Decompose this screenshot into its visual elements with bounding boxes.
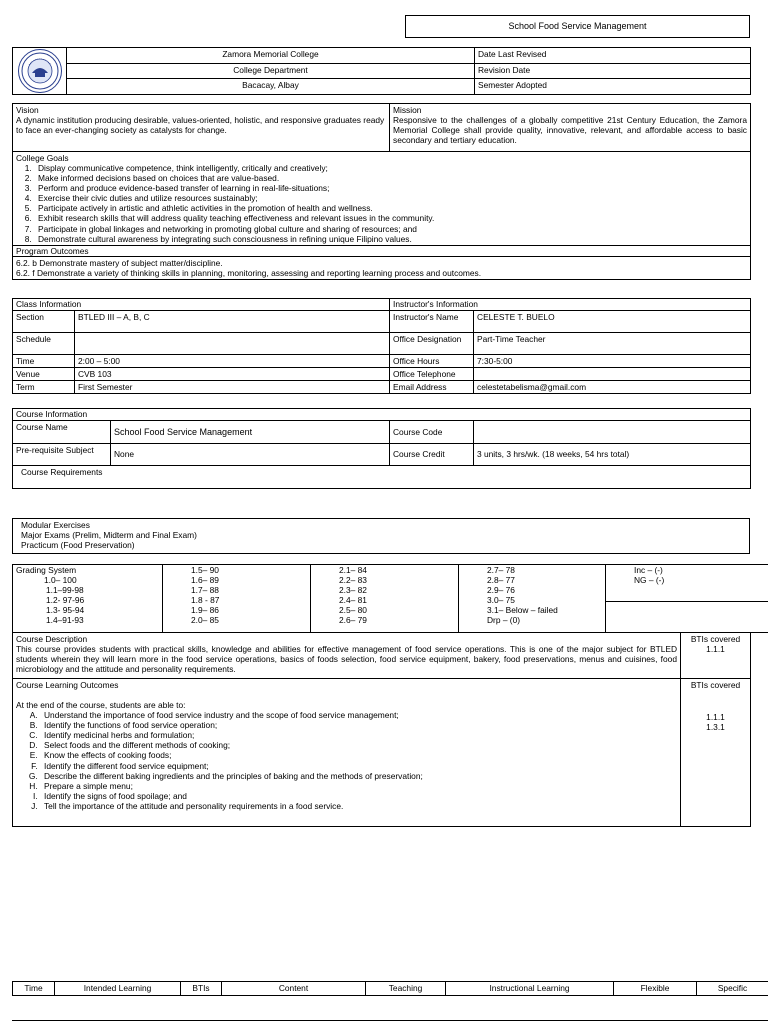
- prerequisite-value: None: [111, 444, 390, 466]
- email-label: Email Address: [390, 381, 474, 394]
- office-hours-value: 7:30-5:00: [474, 355, 751, 368]
- list-item: 1.6– 89: [191, 575, 219, 586]
- grading-divider: [606, 601, 768, 602]
- course-name-label: Course Name: [13, 421, 111, 444]
- section-value: BTLED III – A, B, C: [75, 311, 390, 333]
- list-item: 3. Perform and produce evidence-based transfer of learning in real-life-situations;: [34, 183, 747, 193]
- office-hours-label: Office Hours: [390, 355, 474, 368]
- list-item: J. Tell the importance of the attitude and personality requirements in a food service.: [40, 801, 677, 811]
- course-description-text: This course provides students with practical skills, knowledge and abilities for effective management of food service operations. This is one of the major subject for BTLED students wherein they will learn more in the food service operations, basics of foods selection, food service equipment, bakery, food preservations, menus and cuisines, food microbiology and the attitude and personality requirements.: [16, 644, 677, 675]
- list-item: 5. Participate actively in artistic and athletic activities in the promotion of health and wellness.: [34, 203, 747, 213]
- vision-cell: [13, 104, 390, 152]
- vision-text: A dynamic institution producing desirable, values-oriented, holistic, and responsive graduates ready to face an ever-changing society as catalysts for change.: [16, 115, 385, 136]
- column-header-btis: BTIs: [181, 982, 222, 996]
- btis-value: 1.1.1: [706, 644, 725, 655]
- mission-text: Responsive to the challenges of a globally competitive 21st Century Education, the Zamora Memorial College shall provide quality, innovative, relevant, and affordable access to basic secondary and tertiary education.: [393, 115, 747, 146]
- list-item: 4. Exercise their civic duties and utilize resources sustainably;: [34, 193, 747, 203]
- list-item: Inc – (-): [634, 565, 663, 575]
- list-item: 1.5– 90: [191, 565, 219, 575]
- list-item: 1.8 - 87: [191, 595, 220, 606]
- list-item: 2.5– 80: [339, 605, 367, 616]
- list-item: 6.2. f Demonstrate a variety of thinking skills in planning, monitoring, assessing and reporting learning process and outcomes.: [16, 267, 482, 278]
- list-item: 1.9– 86: [191, 605, 219, 616]
- list-item: 1.1–99-98: [46, 585, 84, 596]
- list-item: A. Understand the importance of food service industry and the scope of food service management;: [40, 710, 677, 720]
- college-seal-icon: [18, 49, 62, 93]
- term-value: First Semester: [75, 381, 390, 394]
- grading-col-1: [13, 565, 163, 633]
- list-item: 2. Make informed decisions based on choices that are value-based.: [34, 173, 747, 183]
- class-instructor-table: [12, 298, 751, 394]
- section-label: Section: [13, 311, 75, 333]
- list-item: 2.6– 79: [339, 615, 367, 626]
- list-item: 2.4– 81: [339, 595, 367, 606]
- btis-value: 1.1.1: [706, 712, 725, 723]
- list-item: 2.3– 82: [339, 585, 367, 596]
- email-value: celestetabelisma@gmail.com: [474, 381, 751, 394]
- list-item: 1.0– 100: [44, 575, 77, 586]
- list-item: 1.3- 95-94: [46, 605, 85, 616]
- list-item: 3.1– Below – failed: [487, 605, 558, 616]
- college-name: Zamora Memorial College: [67, 48, 475, 64]
- column-header-flexible: Flexible: [614, 982, 697, 996]
- column-header-time: Time: [13, 982, 55, 996]
- grading-col-2: [163, 565, 311, 633]
- list-item: 2.0– 85: [191, 615, 219, 626]
- course-description-label: Course Description: [16, 634, 88, 644]
- list-item: 2.2– 83: [339, 575, 367, 586]
- vision-mission-table: [12, 103, 751, 280]
- course-info-label: Course Information: [13, 409, 751, 421]
- vision-label: Vision: [16, 105, 39, 115]
- learning-outcomes-cell: [13, 679, 681, 827]
- list-item: G. Describe the different baking ingredients and the principles of baking and the methods of preservation;: [40, 771, 677, 781]
- learning-outcomes-label: Course Learning Outcomes: [16, 680, 119, 690]
- learning-outcomes-intro: At the end of the course, students are able to:: [16, 700, 186, 711]
- column-header-instructional-learning: Instructional Learning: [446, 982, 614, 996]
- learning-outcomes-list: [40, 710, 677, 811]
- class-info-label: Class Information: [13, 299, 390, 311]
- course-credit-label: Course Credit: [390, 444, 474, 466]
- instructor-name-value: CELESTE T. BUELO: [474, 311, 751, 333]
- document-title-box: [405, 15, 750, 38]
- grading-col-3: [311, 565, 459, 633]
- office-telephone-value: [474, 368, 751, 381]
- list-item: NG – (-): [634, 575, 665, 586]
- list-item: 3.0– 75: [487, 595, 515, 606]
- semester-adopted-label: Semester Adopted: [475, 79, 751, 95]
- list-item: 2.1– 84: [339, 565, 367, 575]
- course-code-label: Course Code: [390, 421, 474, 444]
- date-last-revised-label: Date Last Revised: [475, 48, 751, 64]
- list-item: 1. Display communicative competence, think intelligently, critically and creatively;: [34, 163, 747, 173]
- course-description-table: [12, 632, 751, 827]
- term-label: Term: [13, 381, 75, 394]
- list-item: Practicum (Food Preservation): [21, 540, 135, 551]
- program-outcomes-cell: [13, 256, 751, 279]
- list-item: I. Identify the signs of food spoilage; and: [40, 791, 677, 801]
- instructor-info-label: Instructor's Information: [390, 299, 751, 311]
- list-item: Major Exams (Prelim, Midterm and Final Exam): [21, 530, 197, 541]
- revision-date-label: Revision Date: [475, 63, 751, 79]
- college-address: Bacacay, Albay: [67, 79, 475, 95]
- column-header-content: Content: [222, 982, 366, 996]
- list-item: B. Identify the functions of food service operation;: [40, 720, 677, 730]
- office-telephone-label: Office Telephone: [390, 368, 474, 381]
- course-description-cell: [13, 633, 681, 679]
- grading-col-4: [459, 565, 606, 633]
- course-credit-value: 3 units, 3 hrs/wk. (18 weeks, 54 hrs total): [474, 444, 751, 466]
- grading-system-table: [12, 564, 768, 633]
- list-item: Drp – (0): [487, 615, 521, 626]
- next-table-edge: [12, 1020, 768, 1024]
- grading-col-5: [606, 565, 768, 633]
- course-code-value: [474, 421, 751, 444]
- grading-system-label: Grading System: [16, 565, 77, 575]
- list-item: 1.7– 88: [191, 585, 219, 596]
- column-header-teaching: Teaching: [366, 982, 446, 996]
- list-item: H. Prepare a simple menu;: [40, 781, 677, 791]
- description-btis-cell: [681, 633, 751, 679]
- list-item: F. Identify the different food service equipment;: [40, 761, 677, 771]
- column-header-intended-learning: Intended Learning: [55, 982, 181, 996]
- document-title: School Food Service Management: [406, 16, 750, 38]
- college-department: College Department: [67, 63, 475, 79]
- college-header: [12, 47, 751, 95]
- list-item: E. Know the effects of cooking foods;: [40, 750, 677, 760]
- course-plan-header-table: [12, 981, 768, 996]
- venue-value: CVB 103: [75, 368, 390, 381]
- column-header-specific: Specific: [697, 982, 768, 996]
- requirements-box: [12, 518, 750, 554]
- prerequisite-label: Pre-requisite Subject: [13, 444, 111, 466]
- outcomes-btis-cell: [681, 679, 751, 827]
- logo-cell: [13, 48, 67, 95]
- list-item: Modular Exercises: [21, 520, 90, 530]
- list-item: 2.9– 76: [487, 585, 515, 596]
- schedule-label: Schedule: [13, 333, 75, 355]
- course-info-table: [12, 408, 751, 489]
- mission-cell: [390, 104, 751, 152]
- program-outcomes-label: Program Outcomes: [13, 245, 751, 256]
- college-goals-label: College Goals: [16, 153, 69, 163]
- college-goals-list: [34, 163, 747, 244]
- instructor-name-label: Instructor's Name: [390, 311, 474, 333]
- list-item: 1.4–91-93: [46, 615, 84, 626]
- office-designation-value: Part-Time Teacher: [474, 333, 751, 355]
- course-requirements-label: Course Requirements: [13, 466, 751, 489]
- time-value: 2:00 – 5:00: [75, 355, 390, 368]
- list-item: 8. Demonstrate cultural awareness by integrating such consciousness in refining unique Filipino values.: [34, 234, 747, 244]
- mission-label: Mission: [393, 105, 422, 115]
- list-item: C. Identify medicinal herbs and formulation;: [40, 730, 677, 740]
- list-item: 2.7– 78: [487, 565, 515, 575]
- list-item: D. Select foods and the different methods of cooking;: [40, 740, 677, 750]
- list-item: 1.2- 97-96: [46, 595, 85, 606]
- btis-covered-label: BTIs covered: [690, 680, 741, 690]
- btis-covered-label: BTIs covered: [690, 634, 741, 644]
- btis-value: 1.3.1: [706, 722, 725, 733]
- office-designation-label: Office Designation: [390, 333, 474, 355]
- schedule-value: [75, 333, 390, 355]
- list-item: 2.8– 77: [487, 575, 515, 586]
- time-label: Time: [13, 355, 75, 368]
- venue-label: Venue: [13, 368, 75, 381]
- list-item: 7. Participate in global linkages and networking in promoting global culture and sharing of resources; and: [34, 224, 747, 234]
- college-goals-cell: [13, 152, 751, 246]
- course-name-value: School Food Service Management: [111, 421, 390, 444]
- list-item: 6. Exhibit research skills that will address quality teaching effectiveness and relevant issues in the community.: [34, 213, 747, 223]
- list-item: 6.2. b Demonstrate mastery of subject matter/discipline.: [16, 257, 223, 268]
